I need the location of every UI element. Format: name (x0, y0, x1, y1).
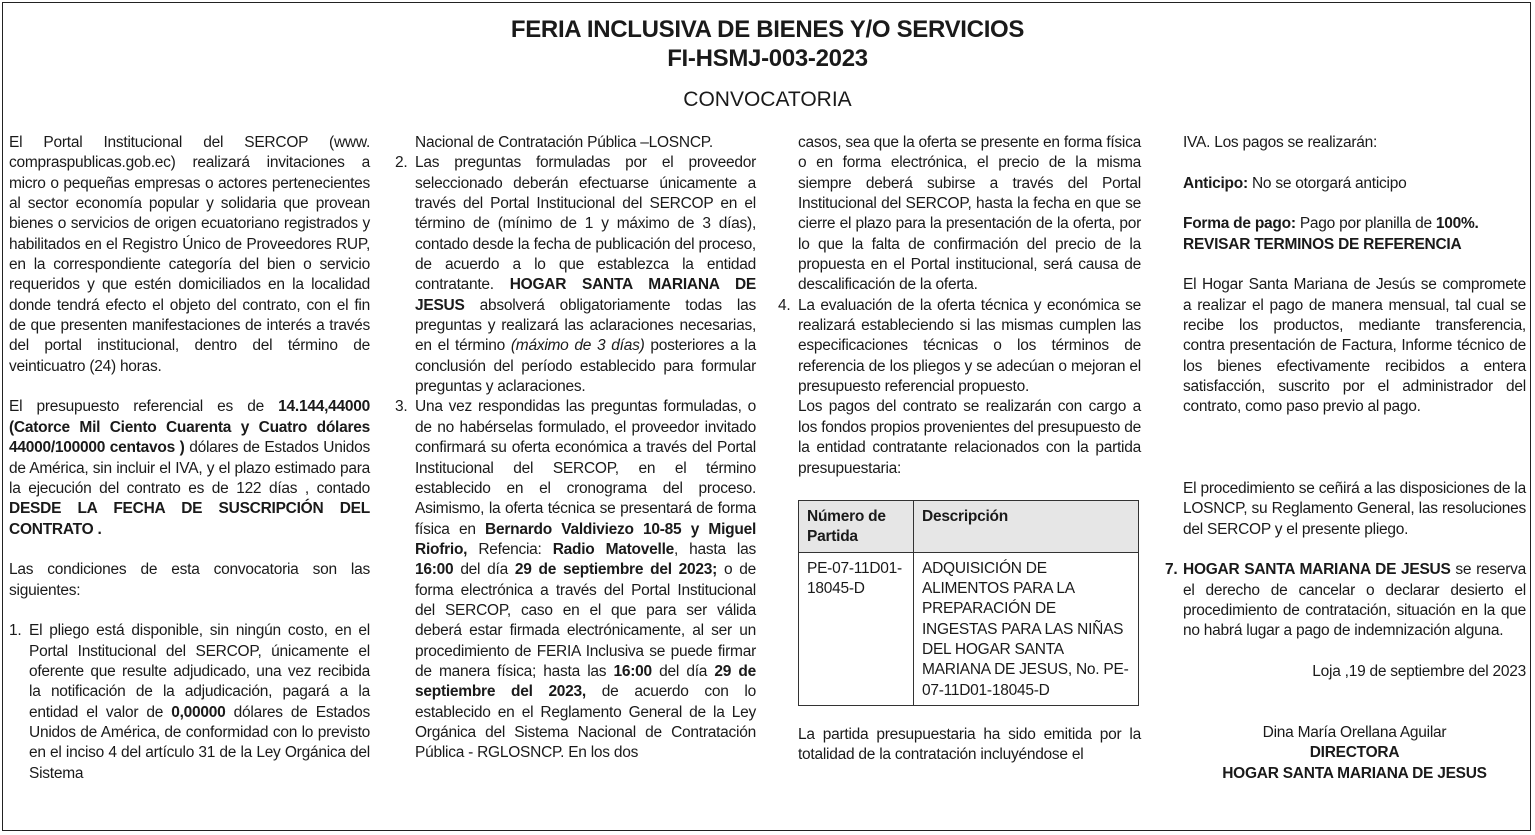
item3-time-2: 16:00 (613, 662, 652, 680)
signer-organization: HOGAR SANTA MARIANA DE JESUS (1222, 764, 1487, 782)
signer-org-line (1183, 764, 1526, 784)
list-item-3 (395, 397, 756, 763)
payment-label: Forma de pago: (1183, 215, 1296, 233)
item2-text-a: Las preguntas formuladas por el proveedor seleccionado deberán efectuarse únicamente a través del Portal Institucional del SERCOP en el término de (mínimo de 1 y máximo de 3 días), contado desde la fecha de publicación del proceso, de acuerdo a lo que establezca la entidad contratante. (415, 154, 756, 294)
advance-label: Anticipo: (1183, 174, 1248, 192)
budget-paragraph (9, 397, 370, 539)
advance-paragraph (1183, 174, 1526, 194)
item3-reference: Radio Matovelle (552, 540, 674, 558)
advance-text: No se otorgará anticipo (1247, 174, 1407, 192)
column-1 (9, 133, 370, 828)
process-code: FI-HSMJ-003-2023 (667, 45, 868, 72)
item2-term: (máximo de 3 días) (510, 337, 645, 355)
payment-text: Pago por planilla de (1295, 215, 1436, 233)
payments-paragraph: Los pagos del contrato se realizarán con cargo a los fondos propios provenientes del presupuesto de la entidad contratante relacionados con la partida presupuestaria: (798, 398, 1141, 477)
item1-text-a: El pliego está disponible, sin ningún costo, en el Portal Institucional del SERCOP, únicamente el oferente que resulte adjudicado, una vez recibida la notificación de la adjudicación, pagará a la entidad el valor de (29, 622, 370, 721)
item1-value: 0,00000 (171, 703, 226, 721)
item7-text: se reserva el derecho de cancelar o declarar desierto el procedimiento de contratación, situación en la que no habrá lugar a pago de indemnización alguna. (1183, 561, 1527, 640)
header-partida-number: Número de Partida (799, 500, 914, 552)
item2-text-b: absolverá obligatoriamente todas las preguntas y realizará las aclaraciones necesarias, en el término (415, 296, 756, 355)
item3-text-c: , hasta las (674, 540, 756, 558)
list-item-2 (395, 153, 756, 397)
list-number: 1. (9, 622, 22, 640)
budget-term: DESDE LA FECHA DE SUSCRIPCIÓN DEL CONTRATO . (9, 500, 370, 538)
item2-text-c: posteriores a la conclusión del período establecido para formular preguntas y aclaraciones. (415, 337, 756, 396)
column-4 (1165, 133, 1527, 828)
payment-percent: 100%. (1435, 215, 1479, 233)
list-text (1183, 560, 1526, 641)
budget-table (798, 500, 1139, 706)
document-title: FERIA INCLUSIVA DE BIENES Y/O SERVICIOS (510, 16, 1025, 43)
list-text (29, 621, 370, 784)
item3-text-a: Una vez respondidas las preguntas formuladas, o de no habérselas formulado, el proveedor invitado confirmará su oferta económica a través del Portal Institucional del SERCOP, en el término establecido en el cronograma del proceso. Asimismo, la oferta técnica se presentará de forma física en (415, 398, 756, 538)
table-header-row (799, 500, 1139, 552)
list-item-1 (9, 621, 370, 784)
list-number: 4. (778, 296, 791, 314)
list-number: 7. (1165, 561, 1178, 579)
payment-form-paragraph (1183, 214, 1526, 255)
list-text (415, 397, 756, 763)
conditions-paragraph: Las condiciones de esta convocatoria son las siguientes: (9, 561, 370, 599)
header-description: Descripción (914, 500, 1139, 552)
item7-entity: HOGAR SANTA MARIANA DE JESUS (1183, 561, 1451, 579)
cell-description: ADQUISICIÓN DE ALIMENTOS PARA LA PREPARACIÓN DE INGESTAS PARA LAS NIÑAS DEL HOGAR SANTA MARIANA DE JESUS, No. PE-07-11D01-18045-D (914, 552, 1139, 705)
cell-partida-number: PE-07-11D01-18045-D (799, 552, 914, 705)
list-text: La evaluación de la oferta técnica y económica se realizará estableciendo si las mismas cumplen las especificaciones técnicas o los términos de referencia de los pliegos y se adecúan o mejoran el presupuesto referencial propuesto. (798, 296, 1141, 396)
list-number: 2. (395, 154, 408, 172)
signer-role-line (1183, 743, 1526, 763)
item1-text-b: dólares de Estados Unidos de América, de conformidad con lo previsto en el inciso 4 del artículo 31 de la Ley Orgánica del Sistema (29, 703, 370, 782)
document-subtitle: CONVOCATORIA (683, 88, 852, 111)
item3-date-2: 29 de septiembre del 2023, (415, 662, 756, 701)
place-date: Loja ,19 de septiembre del 2023 (1312, 662, 1526, 680)
iva-paragraph: IVA. Los pagos se realizarán: (1183, 134, 1378, 151)
payment-reference: REVISAR TERMINOS DE REFERENCIA (1183, 235, 1462, 253)
item3-text-b: Refencia: (467, 540, 553, 558)
item3-text-g: de acuerdo con lo establecido en el Reglamento General de la Ley Orgánica del Sistema Nacional de Contratación Pública - RGLOSNCP. En los dos (415, 683, 756, 762)
item3-continuation: casos, sea que la oferta se presente en forma física o en forma electrónica, el precio de la misma siempre deberá subirse a través del Portal Institucional del SERCOP, hasta la fecha en que se cierre el plazo para la presentación de la oferta, por lo que la falta de confirmación del precio de la propuesta en el Portal institucional, será causa de descalificación de la oferta. (798, 134, 1141, 294)
item3-text-d: del día (453, 561, 515, 579)
column-2 (395, 133, 756, 828)
item1-continuation: Nacional de Contratación Pública –LOSNCP. (415, 134, 713, 151)
item2-entity: HOGAR SANTA MARIANA DE JESUS (415, 276, 757, 314)
signer-role: DIRECTORA (1309, 744, 1400, 762)
item3-text-f: del día (651, 662, 715, 680)
list-text (415, 153, 756, 397)
commitment-paragraph: El Hogar Santa Mariana de Jesús se compromete a realizar el pago de manera mensual, tal cual se recibe los productos, mediante transferencia, contra presentación de Factura, Informe técnico de los bienes efectivamente recibidos a entera satisfacción, suscrito por el administrador del contrato, como paso previo al pago. (1183, 276, 1526, 416)
partida-paragraph: La partida presupuestaria ha sido emitida por la totalidad de la contratación incluyéndose el (798, 725, 1141, 764)
table-row (799, 552, 1139, 705)
budget-text-a: El presupuesto referencial es de (9, 398, 279, 416)
list-item-4 (778, 296, 1141, 398)
item3-time-1: 16:00 (415, 561, 454, 579)
list-item-7 (1165, 560, 1526, 641)
item3-address: Bernardo Valdiviezo 10-85 y Miguel Riofrio, (415, 520, 756, 558)
list-number: 3. (395, 398, 408, 416)
budget-amount: 14.144,44000 (Catorce Mil Ciento Cuarenta y Cuatro dólares 44000/100000 centavos ) (9, 398, 370, 457)
item3-text-e: o de forma electrónica a través del Portal Institucional del SERCOP, caso en el que para ser válida deberá estar firmada electrónicamente, al ser un procedimiento de FERIA Inclusiva se puede firmar de manera física; hasta las (415, 561, 756, 680)
intro-paragraph: El Portal Institucional del SERCOP (www. compraspublicas.gob.ec) realizará invitaciones a micro o pequeñas empresas o actores pertenecientes al sector economía popular y solidaria que provean bienes o servicios de origen ecuatoriano registrados y habilitados en el Registro Único de Proveedores RUP, en la correspondiente categoría del bien o servicio requeridos y que estén domiciliados en la localidad donde tendrá efecto el objeto del contrato, con el fin de que presenten manifestaciones de interés a través del portal institucional, dentro del término de veinticuatro (24) horas. (9, 134, 370, 375)
budget-text-b: dólares de Estados Unidos de América, sin incluir el IVA, y el plazo estimado para la ejecución del contrato es de 122 días , contado (9, 439, 371, 497)
signer-name: Dina María Orellana Aguilar (1262, 723, 1447, 741)
item3-date-1: 29 de septiembre del 2023; (514, 561, 718, 579)
column-3 (778, 133, 1141, 828)
procedure-paragraph: El procedimiento se ceñirá a las disposiciones de la LOSNCP, su Reglamento General, las resoluciones del SERCOP y el presente pliego. (1183, 479, 1526, 538)
